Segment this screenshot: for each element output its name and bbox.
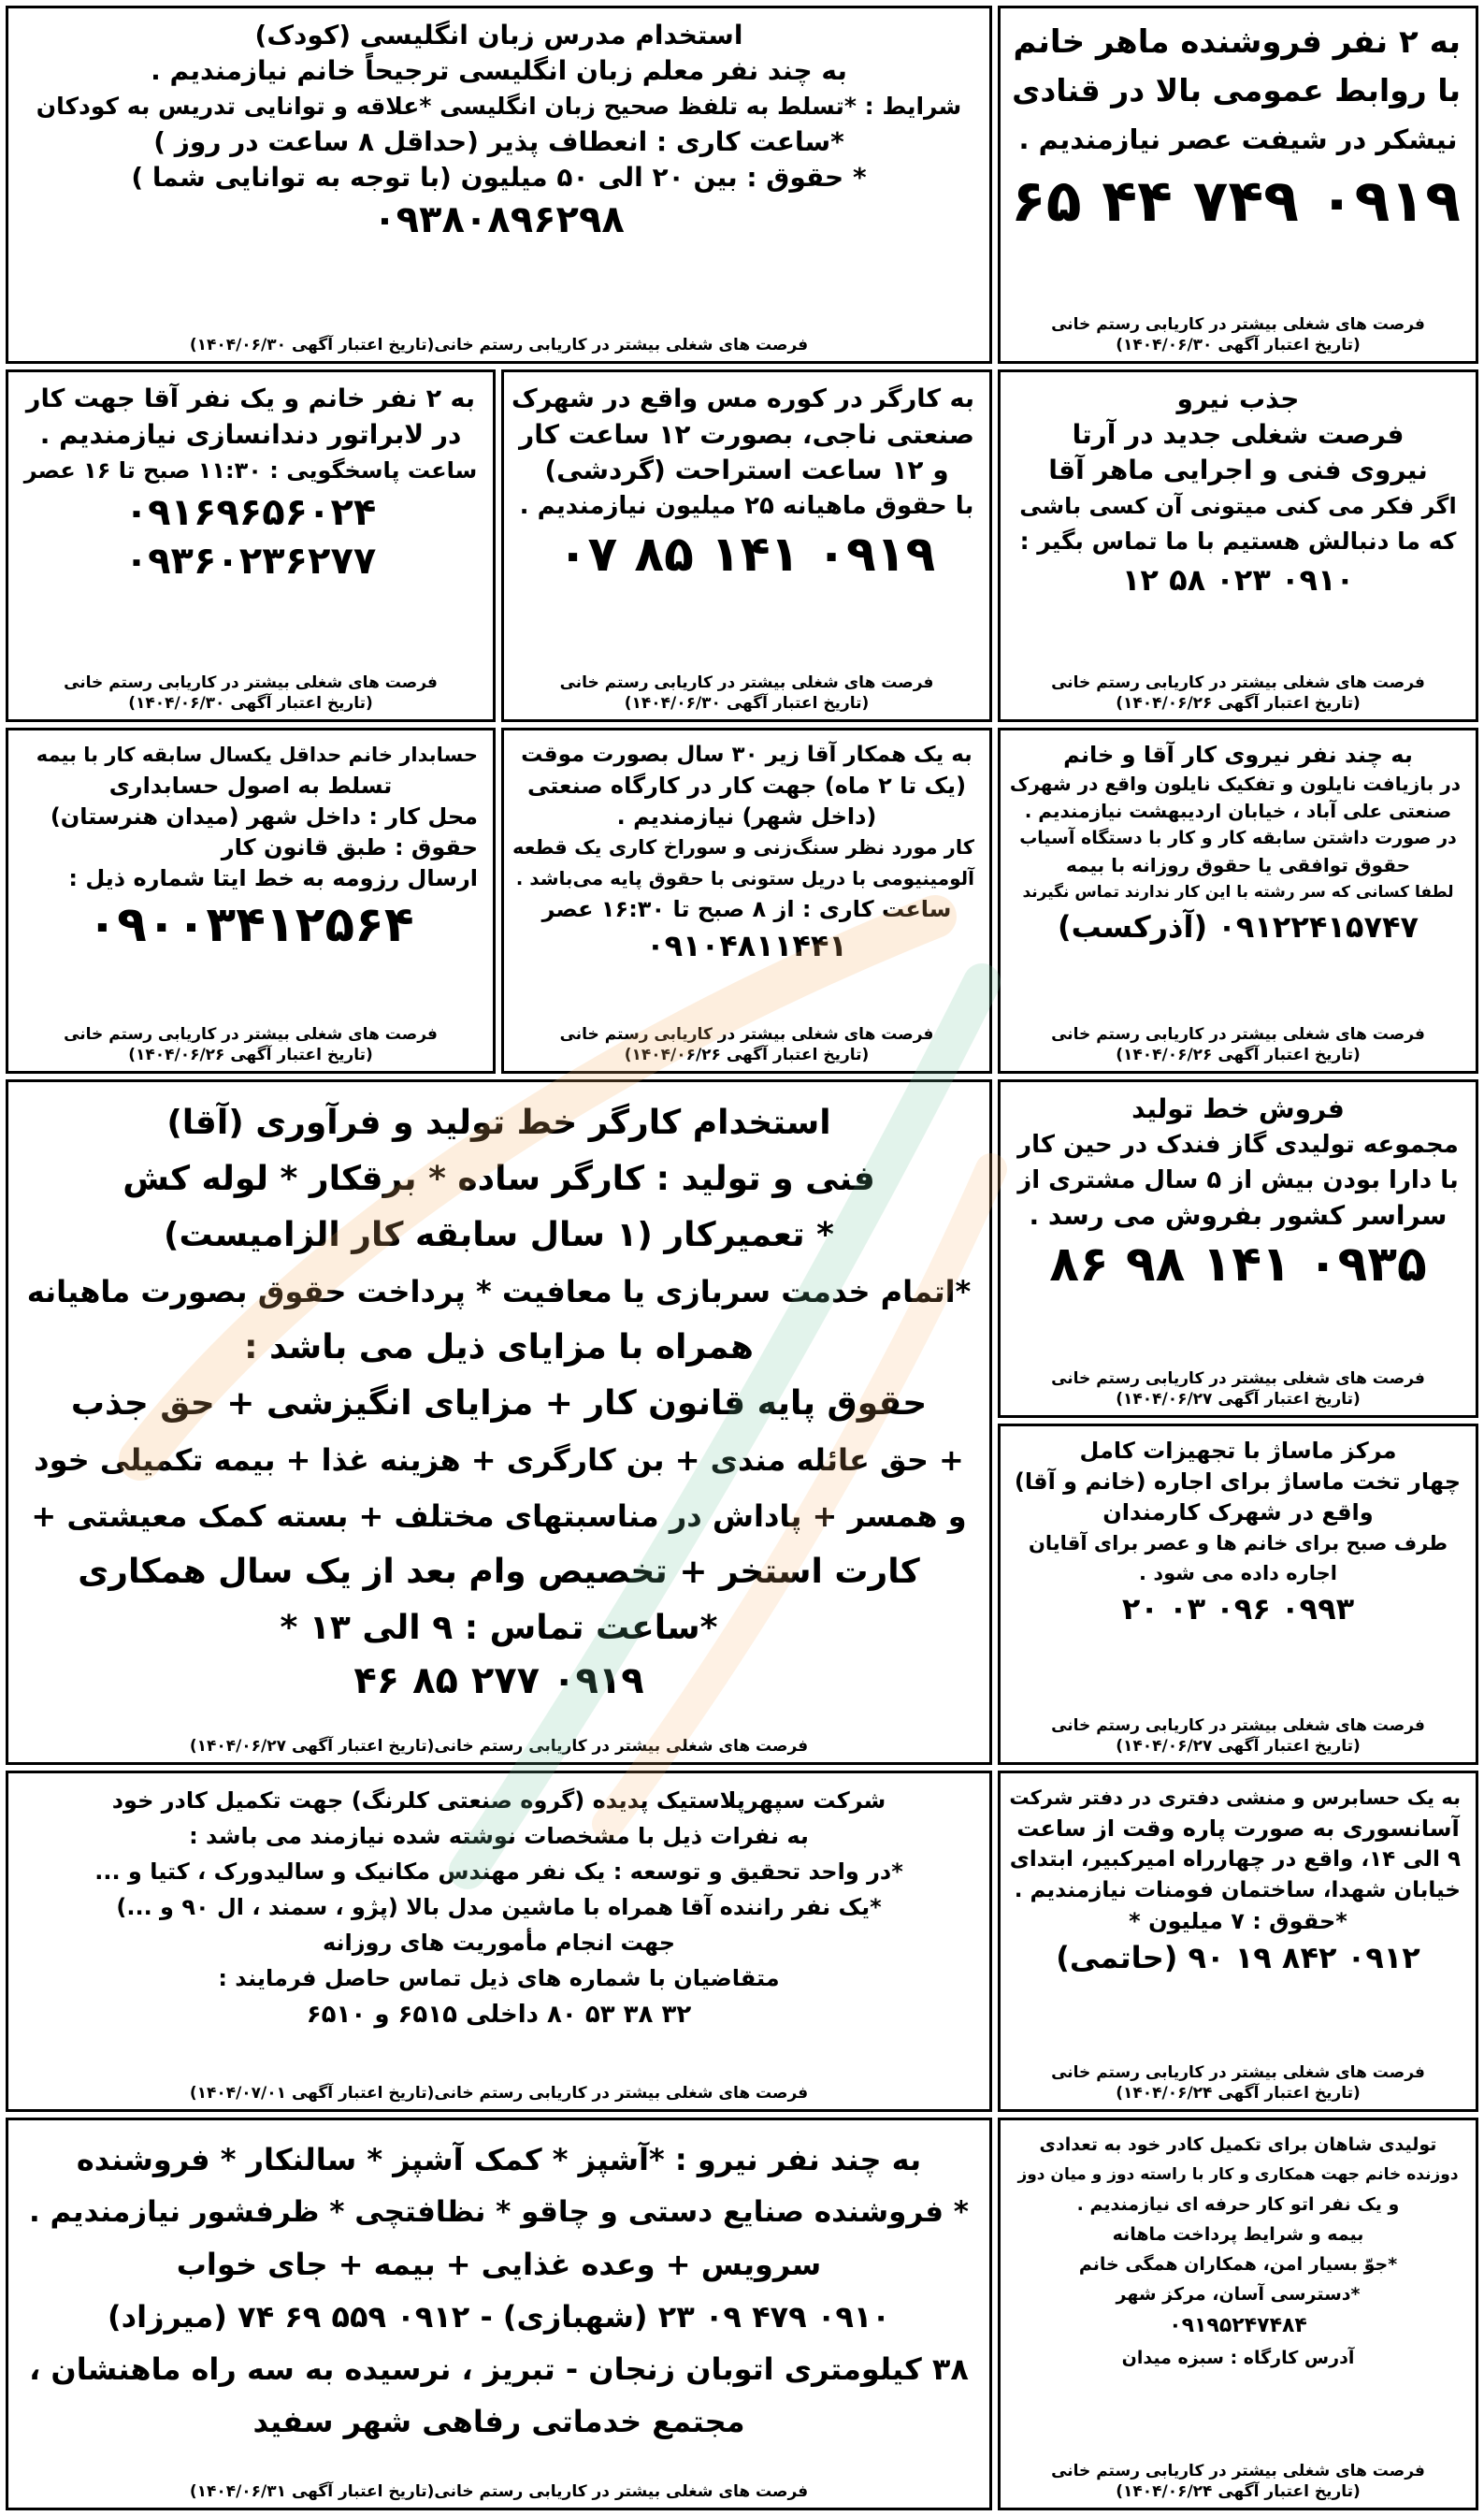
ad-line: + حق عائله مندی + بن کارگری + هزینه غذا + بیمه تکمیلی خود — [34, 1442, 964, 1478]
ad-line: (یک تا ۲ ماه) جهت کار در کارگاه صنعتی — [526, 773, 967, 799]
ad-line: نیروی فنی و اجرایی ماهر آقا — [1048, 455, 1428, 485]
ad-line: صنعتی علی آباد ، خیابان اردیبهشت نیازمندیم . — [1024, 800, 1452, 822]
ad-text — [23, 1783, 974, 2033]
ad-arta-technical-staff — [998, 369, 1478, 722]
ad-phone: ۰۹۱۰۴۸۱۱۴۴۱ — [646, 928, 847, 963]
ad-line: همراه با مزایای ذیل می باشد : — [244, 1328, 754, 1366]
ad-line: تولیدی شاهان برای تکمیل کادر خود به تعدادی — [1039, 2134, 1437, 2155]
footer-line: فرصت های شغلی بیشتر در کاریابی رستم خانی — [1051, 1025, 1425, 1044]
ad-line: ساعت پاسخگویی : ۱۱:۳۰ صبح تا ۱۶ عصر — [23, 457, 478, 484]
ad-line: واقع در شهرک کارمندان — [1102, 1499, 1374, 1526]
ad-line: با روابط عمومی بالا در قنادی — [1012, 72, 1461, 108]
ad-footer — [1008, 314, 1468, 355]
footer-line: فرصت های شغلی بیشتر در کاریابی رستم خانی(تاریخ اعتبار آگهی ۱۴۰۴/۰۶/۳۱) — [189, 2482, 809, 2501]
ad-phone: ۰۹۱۰ ۰۲۳ ۵۸ ۱۲ — [1121, 562, 1355, 598]
ad-english-teacher — [6, 6, 992, 364]
ad-massage-center-rent — [998, 1424, 1478, 1765]
ad-text — [1009, 1783, 1461, 1937]
ad-footer — [1008, 672, 1468, 714]
ad-line: به یک حسابرس و منشی دفتری در دفتر شرکت — [1009, 1786, 1461, 1809]
ad-nylon-recycling — [998, 728, 1478, 1074]
ad-line: طرف صبح برای خانم ها و عصر برای آقایان — [1028, 1532, 1448, 1554]
ad-line: تسلط به اصول حسابداری — [108, 773, 393, 799]
ad-footer — [511, 672, 982, 714]
footer-line: فرصت های شغلی بیشتر در کاریابی رستم خانی — [1051, 2462, 1425, 2480]
ad-line: *یک نفر راننده آقا همراه با ماشین مدل بالا (پژو ، سمند ، ال ۹۰ و ...) — [116, 1894, 882, 1920]
ad-phone: ۰۹۱۶۹۶۵۶۰۲۴ — [124, 491, 377, 534]
footer-line: (تاریخ اعتبار آگهی ۱۴۰۴/۰۶/۲۴) — [1116, 2084, 1361, 2103]
ad-line: دوزنده خانم جهت همکاری و کار با راسته دوز و میان دوز — [1017, 2165, 1459, 2184]
footer-line: فرصت های شغلی بیشتر در کاریابی رستم خانی — [1051, 315, 1425, 334]
ad-text — [1016, 1092, 1461, 1234]
ad-line: ۹ الی ۱۴، واقع در چهارراه امیرکبیر، ابتدای — [1009, 1847, 1461, 1872]
ad-line: به چند نفر معلم زبان انگلیسی ترجیحاً خانم نیازمندیم . — [151, 55, 847, 86]
ad-line: محل کار : داخل شهر (میدان هنرستان) — [50, 803, 478, 830]
ad-line: بیمه و شرایط پرداخت ماهانه — [1112, 2224, 1364, 2245]
ad-shahan-tailoring — [998, 2118, 1478, 2510]
ad-line: چهار تخت ماساژ برای اجاره (خانم و آقا) — [1014, 1468, 1461, 1495]
ad-line: و ۱۲ ساعت استراحت (گردشی) — [544, 455, 949, 485]
ad-phone: ۰۹۹۳ ۰۹۶ ۰۳ ۲۰ — [1121, 1591, 1355, 1627]
ad-line: آسانسوری به صورت پاره وقت از ساعت — [1016, 1815, 1460, 1842]
ad-line: *جوّ بسیار امن، همکاران همگی خانم — [1078, 2254, 1398, 2275]
ad-sepehr-plastic — [6, 1771, 992, 2112]
footer-line: فرصت های شغلی بیشتر در کاریابی رستم خانی(تاریخ اعتبار آگهی ۱۴۰۴/۰۶/۲۷) — [189, 1737, 809, 1756]
ad-line: متقاضیان با شماره های ذیل تماس حاصل فرمایند : — [218, 1965, 780, 1991]
ad-footer — [1008, 2062, 1468, 2104]
footer-line: فرصت های شغلی بیشتر در کاریابی رستم خانی — [1051, 2063, 1425, 2082]
footer-line: فرصت های شغلی بیشتر در کاریابی رستم خانی — [559, 673, 934, 692]
ad-dental-lab — [6, 369, 496, 722]
ad-line: ۰۹۱۹۵۲۴۷۴۸۴ — [1169, 2314, 1307, 2337]
footer-line: (تاریخ اعتبار آگهی ۱۴۰۴/۰۶/۳۰) — [624, 694, 870, 713]
ad-line: سرویس + وعده غذایی + بیمه + جای خواب — [176, 2247, 822, 2282]
ad-text — [23, 740, 478, 894]
footer-line: فرصت های شغلی بیشتر در کاریابی رستم خانی — [1051, 1716, 1425, 1735]
ad-line: ۰۹۱۰ ۴۷۹ ۰۹ ۲۳ (شهبازی) - ۰۹۱۲ ۵۵۹ ۶۹ ۷۴ (میرزاد) — [108, 2299, 890, 2335]
ad-text — [1012, 18, 1461, 164]
ad-line: شرایط : *تسلط به تلفظ صحیح زبان انگلیسی *علاقه و توانایی تدریس به کودکان — [36, 93, 962, 120]
footer-line: فرصت های شغلی بیشتر در کاریابی رستم خانی — [1051, 673, 1425, 692]
ad-phone: ۰۹۱۹ ۱۴۱ ۸۵ ۰۷ — [557, 527, 936, 583]
ad-text — [23, 18, 974, 195]
ad-text — [1016, 2130, 1461, 2373]
ad-line: در بازیافت نایلون و تفکیک نایلون واقع در شهرک — [1009, 773, 1461, 795]
ad-line: به چند نفر نیرو : *آشپز * کمک آشپز * سالنکار * فروشنده — [76, 2142, 922, 2177]
ad-accountant-woman — [6, 728, 496, 1074]
footer-line: فرصت های شغلی بیشتر در کاریابی رستم خانی — [64, 1025, 438, 1044]
ad-line: به نفرات ذیل با مشخصات نوشته شده نیازمند می باشد : — [189, 1823, 809, 1849]
ad-line: ۳۲ ۳۸ ۵۳ ۸۰ داخلی ۶۵۱۵ و ۶۵۱۰ — [306, 2001, 692, 2029]
ad-text — [1009, 740, 1461, 906]
ad-text — [23, 1095, 974, 1656]
ad-footer — [16, 335, 982, 355]
ad-text — [1016, 1436, 1461, 1588]
ad-line: به کارگر در کوره مس واقع در شهرک — [511, 384, 974, 413]
ad-footer — [16, 2083, 982, 2104]
footer-line: (تاریخ اعتبار آگهی ۱۴۰۴/۰۶/۳۰) — [128, 694, 373, 713]
ad-line: *در واحد تحقیق و توسعه : یک نفر مهندس مکانیک و سالیدورک ، کتیا و ... — [94, 1858, 903, 1885]
ad-line: ارسال رزومه به خط ایتا شماره ذیل : — [68, 865, 478, 891]
ad-copper-furnace-worker — [501, 369, 992, 722]
ad-line: جذب نیرو — [1176, 383, 1300, 414]
ad-line: *حقوق : ۷ میلیون * — [1129, 1908, 1347, 1934]
ad-phone: ۰۹۳۶۰۲۳۶۲۷۷ — [124, 540, 377, 583]
ad-line: به چند نفر نیروی کار آقا و خانم — [1063, 742, 1413, 768]
footer-line: فرصت های شغلی بیشتر در کاریابی رستم خانی(تاریخ اعتبار آگهی ۱۴۰۴/۰۷/۰۱) — [189, 2084, 809, 2103]
ad-line: فنی و تولید : کارگر ساده * برقکار * لوله کش — [122, 1160, 875, 1198]
ad-line: خیابان شهدا، ساختمان فومنات نیازمندیم . — [1014, 1878, 1461, 1902]
ad-footer — [1008, 1024, 1468, 1065]
ad-auditor-secretary — [998, 1771, 1478, 2112]
ad-phone: ۰۹۱۲ ۸۴۲ ۱۹ ۹۰ (حاتمی) — [1056, 1940, 1420, 1975]
ad-phone: ۰۹۰۰۳۴۱۲۵۶۴ — [87, 897, 414, 953]
ad-industrial-workshop-temp — [501, 728, 992, 1074]
ad-footer — [1008, 2461, 1468, 2502]
footer-line: (تاریخ اعتبار آگهی ۱۴۰۴/۰۶/۲۴) — [1116, 2482, 1361, 2501]
ad-line: حقوق پایه قانون کار + مزایای انگیزشی + حق جذب — [70, 1384, 928, 1423]
footer-line: (تاریخ اعتبار آگهی ۱۴۰۴/۰۶/۲۶) — [1116, 1046, 1361, 1064]
footer-line: (تاریخ اعتبار آگهی ۱۴۰۴/۰۶/۲۶) — [624, 1046, 870, 1064]
ad-line: ساعت کاری : از ۸ صبح تا ۱۶:۳۰ عصر — [541, 896, 952, 922]
ad-line: در صورت داشتن سابقه کار و کار با دستگاه آسیاب — [1019, 828, 1457, 848]
ad-line: اجاره داده می شود . — [1139, 1562, 1337, 1584]
ad-line: به ۲ نفر خانم و یک نفر آقا جهت کار — [25, 384, 476, 413]
footer-line: (تاریخ اعتبار آگهی ۱۴۰۴/۰۶/۲۷) — [1116, 1390, 1361, 1409]
ad-line: مرکز ماساژ با تجهیزات کامل — [1079, 1438, 1397, 1464]
ad-line: * فروشنده صنایع دستی و چاقو * نظافتچی * ظرفشور نیازمندیم . — [28, 2195, 970, 2229]
ad-line: آدرس کارگاه : سبزه میدان — [1121, 2348, 1355, 2368]
ad-footer — [16, 2481, 982, 2502]
ad-sales-women-pastry — [998, 6, 1478, 364]
ad-line: و یک نفر اتو کار حرفه ای نیازمندیم . — [1076, 2194, 1400, 2215]
ad-footer — [16, 672, 485, 714]
ad-line: که ما دنبالش هستیم با ما تماس بگیر : — [1019, 528, 1457, 555]
ad-line: *دسترسی آسان، مرکز شهر — [1116, 2284, 1361, 2305]
ad-phone: ۰۹۱۲۲۴۱۵۷۴۷ (آذرکسب) — [1057, 909, 1419, 945]
ad-line: اگر فکر می کنی میتونی آن کسی باشی — [1019, 493, 1457, 519]
ad-footer — [16, 1736, 982, 1757]
ad-line: * حقوق : بین ۲۰ الی ۵۰ میلیون (با توجه به توانایی شما ) — [131, 162, 867, 193]
ad-line: *ساعت تماس : ۹ الی ۱۳ * — [280, 1609, 718, 1647]
ad-line: مجموعه تولیدی گاز فندک در حین کار — [1017, 1131, 1459, 1159]
ad-line: در لابراتور دندانسازی نیازمندیم . — [39, 419, 462, 450]
ad-line: حقوق : طبق قانون کار — [221, 834, 478, 860]
ad-line: و همسر + پاداش در مناسبتهای مختلف + بسته کمک معیشتی + — [31, 1498, 967, 1534]
ad-line: حقوق توافقی یا حقوق روزانه با بیمه — [1065, 854, 1411, 876]
ad-line: فروش خط تولید — [1131, 1093, 1345, 1124]
ad-text — [23, 382, 478, 488]
footer-line: (تاریخ اعتبار آگهی ۱۴۰۴/۰۶/۳۰) — [1116, 336, 1361, 354]
ad-line: به ۲ نفر فروشنده ماهر خانم — [1013, 23, 1461, 61]
ad-line: مجتمع خدماتی رفاهی شهر سفید — [252, 2404, 745, 2439]
ad-text — [23, 2133, 974, 2448]
ad-line: ۳۸ کیلومتری اتوبان زنجان - تبریز ، نرسیده به سه راه ماهنشان ، — [29, 2351, 969, 2387]
ad-line: با حقوق ماهیانه ۲۵ میلیون نیازمندیم . — [519, 492, 974, 520]
ad-line: کارت استخر + تخصیص وام بعد از یک سال همکاری — [78, 1553, 920, 1591]
ad-footer — [1008, 1368, 1468, 1410]
footer-line: (تاریخ اعتبار آگهی ۱۴۰۴/۰۶/۲۷) — [1116, 1737, 1361, 1756]
ad-line: فرصت شغلی جدید در آرتا — [1072, 419, 1405, 450]
ad-footer — [16, 1024, 485, 1065]
ad-line: استخدام کارگر خط تولید و فرآوری (آقا) — [166, 1104, 831, 1142]
ad-phone: ۰۹۳۸۰۸۹۶۲۹۸ — [373, 198, 625, 241]
footer-line: فرصت های شغلی بیشتر در کاریابی رستم خانی — [64, 673, 438, 692]
ad-line: استخدام مدرس زبان انگلیسی (کودک) — [254, 20, 743, 51]
ad-line: * تعمیرکار (۱ سال سابقه کار الزامیست) — [164, 1216, 834, 1254]
ad-line: صنعتی ناجی، بصورت ۱۲ ساعت کار — [519, 419, 974, 450]
ad-phone: ۰۹۱۹ ۷۴۹ ۴۴ ۶۵ — [1010, 166, 1461, 235]
footer-line: فرصت های شغلی بیشتر در کاریابی رستم خانی(تاریخ اعتبار آگهی ۱۴۰۴/۰۶/۳۰) — [189, 336, 809, 354]
ad-footer — [511, 1024, 982, 1065]
ad-line: حسابدار خانم حداقل یکسال سابقه کار با بیمه — [36, 744, 478, 766]
ad-highway-complex-staff — [6, 2118, 992, 2510]
ad-production-line-sale — [998, 1079, 1478, 1418]
ad-line: *ساعت کاری : انعطاف پذیر (حداقل ۸ ساعت در روز ) — [153, 126, 844, 157]
ad-phone: ۰۹۱۹ ۲۷۷ ۸۵ ۴۶ — [353, 1659, 644, 1702]
ad-line: *اتمام خدمت سربازی یا معافیت * پرداخت حقوق بصورت ماهیانه — [26, 1274, 972, 1309]
ad-line: به یک همکار آقا زیر ۳۰ سال بصورت موقت — [521, 743, 973, 767]
footer-line: فرصت های شغلی بیشتر در کاریابی رستم خانی — [559, 1025, 934, 1044]
footer-line: (تاریخ اعتبار آگهی ۱۴۰۴/۰۶/۲۶) — [1116, 694, 1361, 713]
ad-line: (داخل شهر) نیازمندیم . — [616, 803, 877, 830]
ad-text — [1016, 382, 1461, 559]
ad-line: آلومینیومی با دریل ستونی با حقوق پایه می‌باشد . — [515, 867, 974, 889]
ad-text — [511, 382, 974, 524]
ad-line: با دارا بودن بیش از ۵ سال مشتری از — [1017, 1166, 1459, 1194]
ad-footer — [1008, 1715, 1468, 1757]
ad-line: جهت انجام مأموریت های روزانه — [322, 1930, 676, 1956]
ad-phone: ۰۹۳۵ ۱۴۱ ۹۸ ۸۶ — [1049, 1236, 1427, 1293]
footer-line: فرصت های شغلی بیشتر در کاریابی رستم خانی — [1051, 1369, 1425, 1388]
ad-text — [512, 740, 974, 925]
ad-production-line-workers — [6, 1079, 992, 1765]
ad-line: شرکت سپهرپلاستیک پدیده (گروه صنعتی کلرنگ) جهت تکمیل کادر خود — [111, 1787, 886, 1814]
ad-line: سراسر کشور بفروش می رسد . — [1029, 1200, 1448, 1231]
ad-line: نیشکر در شیفت عصر نیازمندیم . — [1018, 123, 1458, 155]
ad-line: کار مورد نظر سنگ‌زنی و سوراخ کاری یک قطعه — [512, 836, 974, 859]
footer-line: (تاریخ اعتبار آگهی ۱۴۰۴/۰۶/۲۶) — [128, 1046, 373, 1064]
ad-line: لطفا کسانی که سر رشته با این کار ندارند تماس نگیرند — [1022, 883, 1454, 902]
